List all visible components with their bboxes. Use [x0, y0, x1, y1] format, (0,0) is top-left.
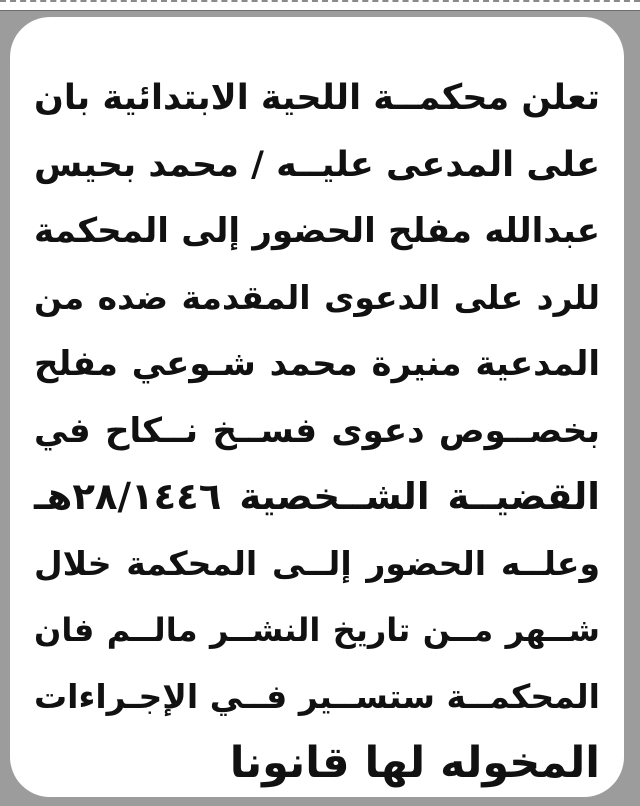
- page-frame: [0, 10, 640, 806]
- notice-line-last: المخوله لها قانونا: [229, 738, 600, 788]
- notice-line: المدعية منيرة محمد شـوعي مفلح: [34, 344, 600, 384]
- notice-line: وعلــه الحضور إلــى المحكمة خلال: [34, 543, 600, 583]
- notice-line: على المدعى عليــه / محمد بحيس: [34, 144, 600, 185]
- notice-line: للرد على الدعوى المقدمة ضده من: [34, 277, 600, 317]
- notice-line: تعلن محكمــة اللحية الابتدائية بان: [34, 78, 600, 118]
- top-dashed-border: [0, 0, 640, 8]
- notice-line: بخصــوص دعوى فســخ نــكاح في: [34, 410, 600, 451]
- notice-line: المحكمــة ستســير فــي الإجـراءات: [34, 676, 600, 716]
- court-notice-text: [34, 65, 600, 797]
- notice-card: [10, 17, 624, 797]
- notice-line: عبدالله مفلح الحضور إلى المحكمة: [34, 211, 600, 251]
- notice-line: شــهر مــن تاريخ النشــر مالــم فان: [34, 611, 600, 649]
- notice-line: القضيــة الشــخصية ٢٨/١٤٤٦هـ: [34, 475, 600, 518]
